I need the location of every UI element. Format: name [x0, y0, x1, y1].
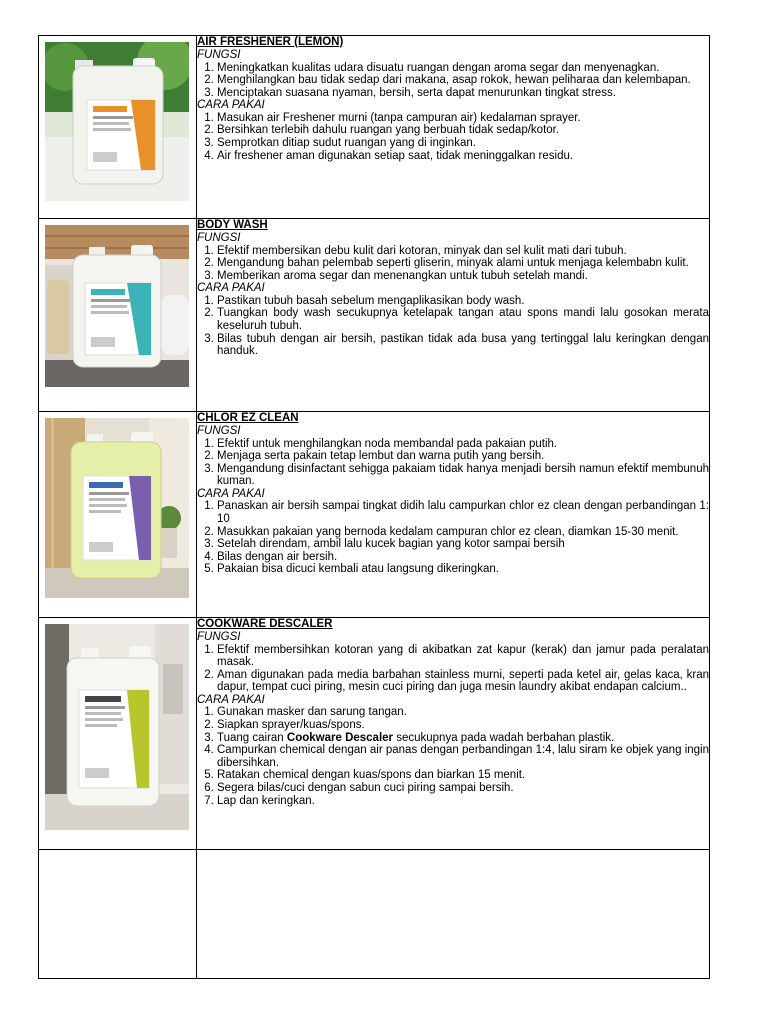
cara-pakai-list [197, 706, 709, 807]
list-item: 1. Efektif membersihkan kotoran yang di akibatkan zat kapur (kerak) dan jamur pada peralatan masak. [217, 644, 709, 669]
list-item: 6. Segera bilas/cuci dengan sabun cuci piring sampai bersih. [217, 782, 709, 795]
list-item: 1. Efektif membersikan debu kulit dari kotoran, minyak dan sel kulit mati dari tubuh. [217, 245, 709, 258]
product-row [39, 618, 710, 850]
list-item: 7. Lap dan keringkan. [217, 795, 709, 808]
product-row [39, 36, 710, 219]
product-description-cell [197, 412, 710, 618]
list-item: 2. Mengandung bahan pelembab seperti gliserin, minyak alami untuk menjaga kelembabn kulit. [217, 257, 709, 270]
list-item: 3. Semprotkan ditiap sudut ruangan yang di inginkan. [217, 137, 709, 150]
product-title: CHLOR EZ CLEAN [197, 412, 299, 424]
fungsi-list [197, 438, 709, 488]
list-item: 2. Tuangkan body wash secukupnya ketelapak tangan atau spons mandi lalu gosokan merata keseluruh tubuh. [217, 307, 709, 332]
product-photo-chlor-ez-clean [45, 418, 190, 598]
product-title: COOKWARE DESCALER [197, 618, 333, 630]
list-item: 2. Menghilangkan bau tidak sedap dari makana, asap rokok, hewan peliharaa dan kelembapan. [217, 74, 709, 87]
list-item: 2. Masukkan pakaian yang bernoda kedalam campuran chlor ez clean, diamkan 15-30 menit. [217, 526, 709, 539]
fungsi-heading: FUNGSI [197, 49, 241, 61]
cara-pakai-list [197, 295, 709, 358]
list-item: 1. Gunakan masker dan sarung tangan. [217, 706, 709, 719]
list-item: 2. Siapkan sprayer/kuas/spons. [217, 719, 709, 732]
product-title: AIR FRESHENER (LEMON) [197, 36, 344, 48]
cara-pakai-list [197, 500, 709, 576]
list-item: 2. Bersihkan terlebih dahulu ruangan yang berbuah tidak sedap/kotor. [217, 124, 709, 137]
product-title: BODY WASH [197, 219, 268, 231]
product-photo-air-freshener [45, 42, 190, 201]
cara-pakai-heading: CARA PAKAI [197, 99, 265, 112]
empty-description-cell [197, 850, 710, 979]
list-item: 3. Menciptakan suasana nyaman, bersih, serta dapat menurunkan tingkat stress. [217, 87, 709, 100]
empty-row [39, 850, 710, 979]
list-item: 1. Efektif untuk menghilangkan noda membandal pada pakaian putih. [217, 438, 709, 451]
list-item: 1. Meningkatkan kualitas udara disuatu ruangan dengan aroma segar dan menyenagkan. [217, 62, 709, 75]
list-item: 3. Mengandung disinfactant sehigga pakaiam tidak hanya menjadi bersih namun efektif membunuh kuman. [217, 463, 709, 488]
product-image-cell [39, 412, 197, 618]
cara-pakai-heading: CARA PAKAI [197, 282, 265, 295]
product-image-cell [39, 618, 197, 850]
list-item: 4. Campurkan chemical dengan air panas dengan perbandingan 1:4, lalu siram ke objek yang ingin dibersihkan. [217, 744, 709, 769]
fungsi-heading: FUNGSI [197, 631, 241, 643]
fungsi-list [197, 245, 709, 283]
list-item: 4. Air freshener aman digunakan setiap saat, tidak meninggalkan residu. [217, 150, 709, 163]
list-item: 2. Menjaga serta pakain tetap lembut dan warna putih yang bersih. [217, 450, 709, 463]
list-item: 1. Panaskan air bersih sampai tingkat didih lalu campurkan chlor ez clean dengan perbandingan 1: 10 [217, 500, 709, 525]
fungsi-heading: FUNGSI [197, 425, 241, 437]
list-item: 3. Setelah direndam, ambil lalu kucek bagian yang kotor sampai bersih [217, 538, 709, 551]
empty-image-cell [39, 850, 197, 979]
list-item: 3. Memberikan aroma segar dan menenangkan untuk tubuh setelah mandi. [217, 270, 709, 283]
product-description-cell [197, 618, 710, 850]
list-item: 5. Pakaian bisa dicuci kembali atau langsung dikeringkan. [217, 563, 709, 576]
product-description-cell [197, 219, 710, 412]
product-description-cell [197, 36, 710, 219]
list-item: 1. Pastikan tubuh basah sebelum mengaplikasikan body wash. [217, 295, 709, 308]
fungsi-list [197, 644, 709, 694]
list-item: 1. Masukan air Freshener murni (tanpa campuran air) kedalaman sprayer. [217, 112, 709, 125]
list-item: 4. Bilas dengan air bersih. [217, 551, 709, 564]
product-row [39, 219, 710, 412]
list-item: 5. Ratakan chemical dengan kuas/spons dan biarkan 15 menit. [217, 769, 709, 782]
cara-pakai-list [197, 112, 709, 162]
product-row [39, 412, 710, 618]
list-item: 3. Tuang cairan Cookware Descaler secukupnya pada wadah berbahan plastik. [217, 732, 709, 745]
cara-pakai-heading: CARA PAKAI [197, 693, 265, 706]
fungsi-list [197, 62, 709, 100]
product-photo-body-wash [45, 225, 190, 387]
product-photo-cookware-descaler [45, 624, 190, 830]
list-item: 2. Aman digunakan pada media barbahan stainless murni, seperti pada ketel air, gelas kaca, kran dapur, tempat cuci piring, mesin cuci piring dan juga mesin laundry akibat endapan calcium.. [217, 669, 709, 694]
product-image-cell [39, 219, 197, 412]
product-image-cell [39, 36, 197, 219]
cara-pakai-heading: CARA PAKAI [197, 487, 265, 500]
list-item: 3. Bilas tubuh dengan air bersih, pastikan tidak ada busa yang tertinggal lalu keringkan dengan handuk. [217, 333, 709, 358]
product-table [38, 35, 710, 979]
fungsi-heading: FUNGSI [197, 232, 241, 244]
